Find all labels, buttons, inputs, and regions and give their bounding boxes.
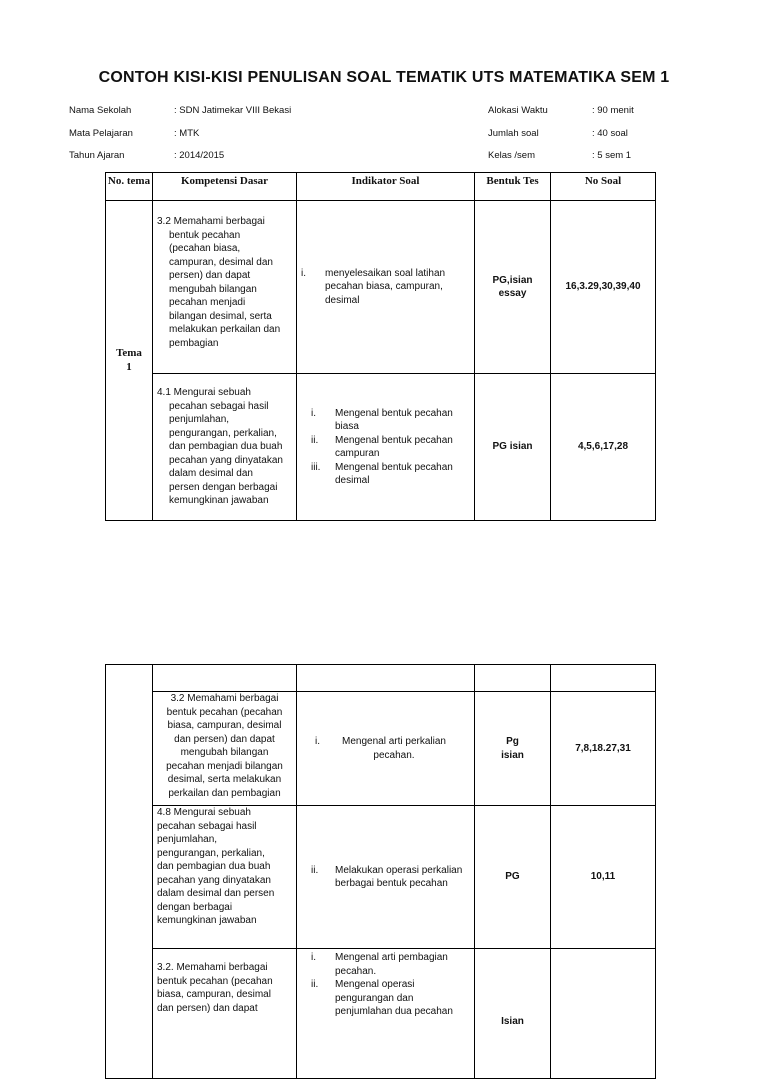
no-soal-cell: 16,3.29,30,39,40	[551, 201, 656, 374]
bentuk-tes-cell: PG	[475, 806, 551, 949]
empty-cell	[153, 665, 297, 692]
info-left-label-2: Tahun Ajaran	[69, 150, 125, 161]
indikator-cell	[297, 806, 475, 949]
info-right-label-1: Jumlah soal	[488, 128, 539, 139]
no-soal-cell: 4,5,6,17,28	[551, 374, 656, 521]
table-row	[106, 692, 656, 806]
bentuk-tes-cell: Pg isian	[475, 692, 551, 806]
indikator-item: ii. Mengenal bentuk pecahan campuran	[311, 434, 453, 459]
indikator-cell	[297, 374, 475, 521]
indikator-item: ii. Mengenal operasi pengurangan dan penjumlahan dua pecahan	[311, 979, 453, 1017]
kompetensi-dasar-cell: 3.2 Memahami berbagai bentuk pecahan (pecahan biasa, campuran, desimal dan persen) dan dapat mengubah bilangan pecahan menjadi bilangan desimal, serta melakukan perkailan dan pembagian	[153, 201, 297, 374]
header-kompetensi-dasar: Kompetensi Dasar	[153, 173, 297, 201]
table-row	[106, 374, 656, 521]
kompetensi-dasar-cell: 4.1 Mengurai sebuah pecahan sebagai hasil penjumlahan, pengurangan, perkalian, dan pembagian dua buah pecahan yang dinyatakan dalam desimal dan persen dengan berbagai kemungkinan jawaban	[153, 374, 297, 521]
info-left-label-0: Nama Sekolah	[69, 105, 132, 116]
header-indikator-soal: Indikator Soal	[297, 173, 475, 201]
tema-cell: Tema 1	[106, 201, 153, 521]
table-row	[106, 201, 656, 374]
bentuk-tes-cell: Isian	[475, 949, 551, 1079]
indikator-item: i. Mengenal arti perkalian pecahan.	[315, 736, 446, 761]
info-left-value-2: : 2014/2015	[174, 150, 225, 161]
empty-cell	[475, 665, 551, 692]
indikator-item: ii. Melakukan operasi perkalian berbagai bentuk pecahan	[311, 864, 463, 889]
indikator-item: i. Mengenal bentuk pecahan biasa	[311, 407, 453, 432]
info-left-value-1: : MTK	[174, 128, 200, 139]
header-bentuk-tes: Bentuk Tes	[475, 173, 551, 201]
info-right-value-2: : 5 sem 1	[592, 150, 632, 161]
kompetensi-dasar-cell: 3.2 Memahami berbagai bentuk pecahan (pecahan biasa, campuran, desimal dan persen) dan dapat mengubah bilangan pecahan menjadi bilangan desimal, serta melakukan perkailan dan pembagian	[153, 692, 297, 806]
no-soal-cell: 7,8,18.27,31	[551, 692, 656, 806]
indikator-item: i. Mengenal arti pembagian pecahan.	[311, 952, 448, 977]
table-row	[106, 665, 656, 692]
info-right-value-1: : 40 soal	[592, 128, 628, 139]
indikator-cell	[297, 949, 475, 1079]
document-title: CONTOH KISI-KISI PENULISAN SOAL TEMATIK UTS MATEMATIKA SEM 1	[98, 69, 670, 86]
tema-cell	[106, 665, 153, 1079]
table-row	[106, 949, 656, 1079]
kompetensi-dasar-cell: 3.2. Memahami berbagai bentuk pecahan (pecahan biasa, campuran, desimal dan persen) dan dapat	[153, 949, 297, 1079]
kompetensi-dasar-cell: 4.8 Mengurai sebuah pecahan sebagai hasil penjumlahan, pengurangan, perkalian, dan pembagian dua buah pecahan yang dinyatakan dalam desimal dan persen dengan berbagai kemungkinan jawaban	[153, 806, 297, 949]
bentuk-tes-cell: PG,isian essay	[475, 201, 551, 374]
indikator-cell	[297, 692, 475, 806]
kisi-kisi-table-1	[105, 172, 656, 521]
indikator-cell	[297, 201, 475, 374]
info-left-label-1: Mata Pelajaran	[69, 128, 133, 139]
info-right-label-0: Alokasi Waktu	[488, 105, 548, 116]
indikator-item: iii. Mengenal bentuk pecahan desimal	[311, 461, 453, 486]
no-soal-cell: 10,11	[551, 806, 656, 949]
header-no-soal: No Soal	[551, 173, 656, 201]
empty-cell	[297, 665, 475, 692]
bentuk-tes-cell: PG isian	[475, 374, 551, 521]
info-right-value-0: : 90 menit	[592, 105, 634, 116]
empty-cell	[551, 665, 656, 692]
header-no-tema: No. tema	[106, 173, 153, 201]
kisi-kisi-table-2	[105, 664, 656, 1079]
info-left-value-0: : SDN Jatimekar VIII Bekasi	[174, 105, 292, 116]
table-row	[106, 806, 656, 949]
info-right-label-2: Kelas /sem	[488, 150, 535, 161]
no-soal-cell	[551, 949, 656, 1079]
indikator-item: i. menyelesaikan soal latihan pecahan biasa, campuran, desimal	[301, 267, 446, 306]
